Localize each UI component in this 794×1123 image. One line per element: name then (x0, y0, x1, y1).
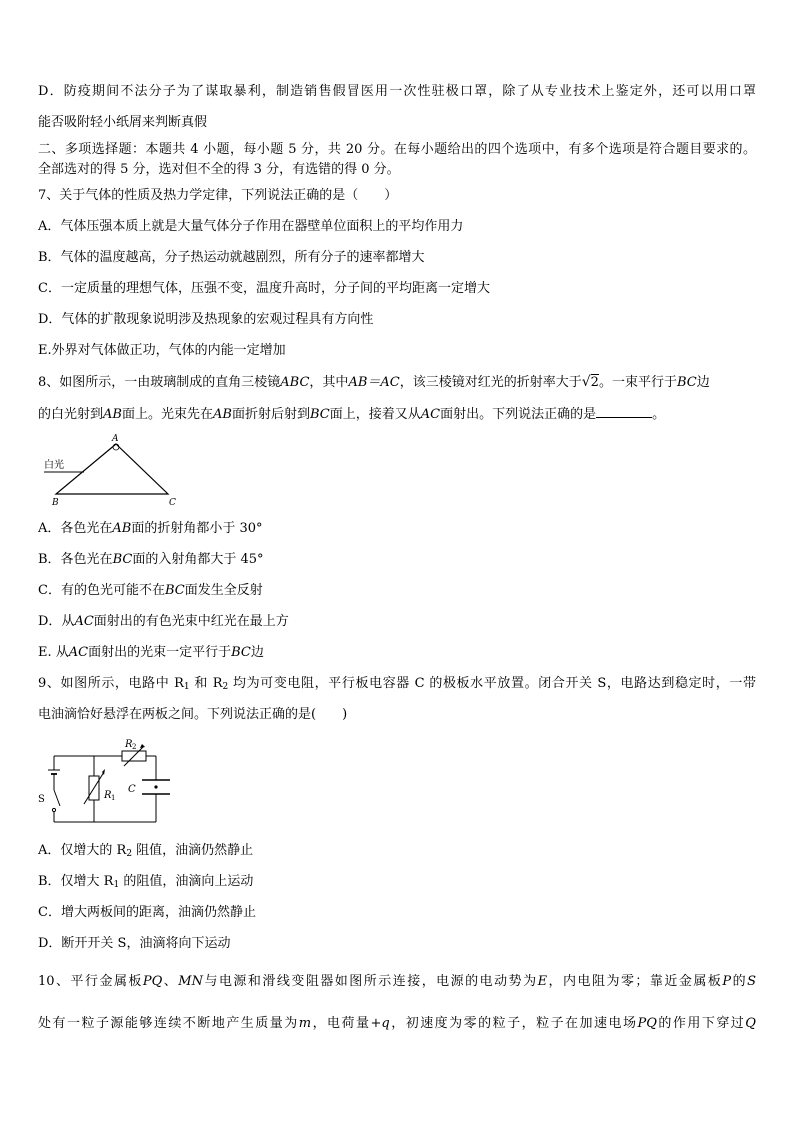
q7-option-c: C．一定质量的理想气体，压强不变，温度升高时，分子间的平均距离一定增大 (38, 281, 490, 296)
q10-text: ，电荷量 (311, 1016, 371, 1031)
switch-lever (54, 790, 60, 806)
q9-sub: 2 (222, 682, 229, 692)
q10-var: PQ (637, 1016, 657, 1031)
opt-sub: 2 (126, 849, 133, 859)
q8-text: 面折射后射到 (231, 407, 310, 422)
q9-text: 和 R (189, 676, 223, 691)
q7-option-b: B．气体的温度越高，分子热运动就越剧烈，所有分子的速率都增大 (38, 250, 425, 265)
q9-text: 9、如图所示，电路中 R (38, 676, 184, 691)
section-2-scoring: 全部选对的得 5 分，选对但不全的得 3 分，有选错的得 0 分。 (38, 162, 400, 177)
q10-text: 、 (162, 974, 179, 989)
q8-var-bc: BC (676, 375, 697, 390)
q8-text: 8、如图所示，一由玻璃制成的直角三棱镜 (38, 375, 281, 390)
q6-option-d-line1: D．防疫期间不法分子为了谋取暴利，制造销售假冒医用一次性驻极口罩，除了从专业技术上鉴定外，还可以用口罩 (38, 84, 756, 99)
vertex-c-label: C (169, 498, 176, 508)
q8-var-ac: AC (420, 407, 441, 422)
r1-label-sub: 1 (111, 794, 116, 802)
q10-text: 与电源和滑线变阻器如图所示连接，电源的电动势为 (202, 974, 538, 989)
q10-var: E (537, 974, 548, 989)
opt-text: A．仅增大的 R (38, 843, 127, 858)
opt-var: AC (68, 645, 89, 660)
q8-option-b (38, 552, 264, 568)
q8-option-a (38, 521, 263, 537)
opt-text: B．仅增大 R (38, 874, 114, 889)
circuit-diagram (34, 736, 174, 832)
q9-sub: 1 (183, 682, 190, 692)
r2-label: R (125, 739, 133, 750)
opt-text: D．从 (38, 614, 75, 629)
q10-text: 的 (731, 974, 748, 989)
q10-stem-line1 (38, 974, 756, 990)
opt-text: E. 从 (38, 645, 69, 660)
opt-text: C．有的色光可能不在 (38, 583, 165, 598)
opt-text: A．各色光在 (38, 521, 113, 536)
opt-text: 边 (250, 645, 264, 660)
q8-stem-line2 (38, 405, 665, 423)
q9-stem-line2: 电油滴恰好悬浮在两板之间。下列说法正确的是( ) (38, 707, 348, 722)
q9-text: 均为可变电阻，平行板电容器 C 的极板水平放置。闭合开关 S，电路达到稳定时，一带 (228, 676, 756, 691)
q8-text: 面射出。下列说法正确的是 (440, 407, 597, 422)
q8-var-ab: AB (103, 407, 122, 422)
sqrt-symbol: √ (581, 374, 591, 390)
q8-var-abc: ABC (280, 375, 310, 390)
q10-text: 处有一粒子源能够连续不断地产生质量为 (38, 1016, 299, 1031)
q8-option-d (38, 614, 289, 630)
switch-label: S (38, 794, 45, 805)
opt-text: 面的折射角都小于 30° (131, 521, 263, 536)
opt-text: 面的入射角都大于 45° (132, 552, 264, 567)
answer-blank (596, 405, 652, 418)
q10-stem-line2 (38, 1016, 756, 1032)
q8-var-ab: AB (212, 407, 232, 422)
right-angle-marker (113, 444, 119, 450)
q8-text: 边 (696, 375, 710, 390)
q6-option-d-line2: 能否吸附轻小纸屑来判断真假 (38, 115, 208, 130)
q10-text: ，初速度为零的粒子，粒子在加速电场 (389, 1016, 638, 1031)
q10-var: Q (745, 1016, 756, 1031)
prism-diagram (36, 432, 186, 508)
q8-text: 。一束平行于 (598, 375, 677, 390)
q8-option-e (38, 645, 264, 661)
q7-option-a: A．气体压强本质上就是大量气体分子作用在器壁单位面积上的平均作用力 (38, 219, 464, 234)
q8-var-bc: BC (309, 407, 330, 422)
q8-text: ，该三棱镜对红光的折射率大于 (399, 375, 582, 390)
opt-text: 面射出的有色光束中红光在最上方 (93, 614, 289, 629)
section-2-heading: 二、多项选择题：本题共 4 小题，每小题 5 分，共 20 分。在每小题给出的四个选项中，有多个选项是符合题目要求的。 (38, 142, 756, 157)
q10-var: S (747, 974, 756, 989)
q7-stem: 7、关于气体的性质及热力学定律，下列说法正确的是（ ） (38, 188, 398, 203)
q8-var-ab-eq-ac: AB＝AC (348, 375, 400, 390)
q10-var: P (722, 974, 732, 989)
q10-var: MN (178, 974, 203, 989)
white-light-label: 白光 (44, 460, 64, 471)
q8-text: ，其中 (309, 375, 349, 390)
r2-label-sub: 2 (132, 743, 137, 751)
q10-text: 的作用下穿过 (656, 1016, 746, 1031)
oil-drop (154, 785, 157, 788)
sqrt-argument: 2 (590, 375, 599, 390)
q9-option-a (38, 843, 253, 862)
capacitor-label: C (128, 784, 136, 795)
q9-option-d: D．断开开关 S，油滴将向下运动 (38, 936, 231, 951)
q9-stem-line1 (38, 676, 756, 695)
opt-text: 面发生全反射 (184, 583, 263, 598)
q8-option-c (38, 583, 263, 599)
opt-var: BC (231, 645, 251, 660)
r2-arrow-head (140, 744, 145, 748)
q8-text: 面上，接着又从 (329, 407, 421, 422)
q9-option-c: C．增大两板间的距离，油滴仍然静止 (38, 905, 256, 920)
q8-text: 面上。光束先在 (121, 407, 213, 422)
opt-var: BC (112, 552, 133, 567)
opt-var: AB (112, 521, 132, 536)
opt-sub: 1 (113, 880, 120, 890)
r1-label: R (104, 790, 112, 801)
q8-stem-line1 (38, 374, 710, 391)
q10-text: ，内电阻为零；靠近金属板 (547, 974, 723, 989)
opt-text: B．各色光在 (38, 552, 113, 567)
opt-text: 面射出的光束一定平行于 (88, 645, 232, 660)
opt-var: BC (164, 583, 185, 598)
prism-triangle (56, 444, 168, 494)
q8-text: 的白光射到 (38, 407, 104, 422)
switch-contact (52, 808, 55, 811)
vertex-b-label: B (52, 498, 59, 508)
q8-text: 。 (652, 407, 666, 422)
q10-var: +q (370, 1016, 390, 1031)
q7-option-e: E.外界对气体做正功，气体的内能一定增加 (38, 343, 286, 358)
opt-var: AC (74, 614, 94, 629)
q7-option-d: D．气体的扩散现象说明涉及热现象的宏观过程具有方向性 (38, 312, 374, 327)
q10-var: PQ (142, 974, 163, 989)
q10-var: m (298, 1016, 312, 1031)
vertex-a-label: A (112, 434, 119, 444)
opt-text: 阻值，油滴仍然静止 (132, 843, 254, 858)
q9-option-b (38, 874, 253, 893)
q10-text: 10、平行金属板 (38, 974, 143, 989)
r1-variable-arrow (84, 772, 104, 804)
opt-text: 的阻值，油滴向上运动 (119, 874, 254, 889)
